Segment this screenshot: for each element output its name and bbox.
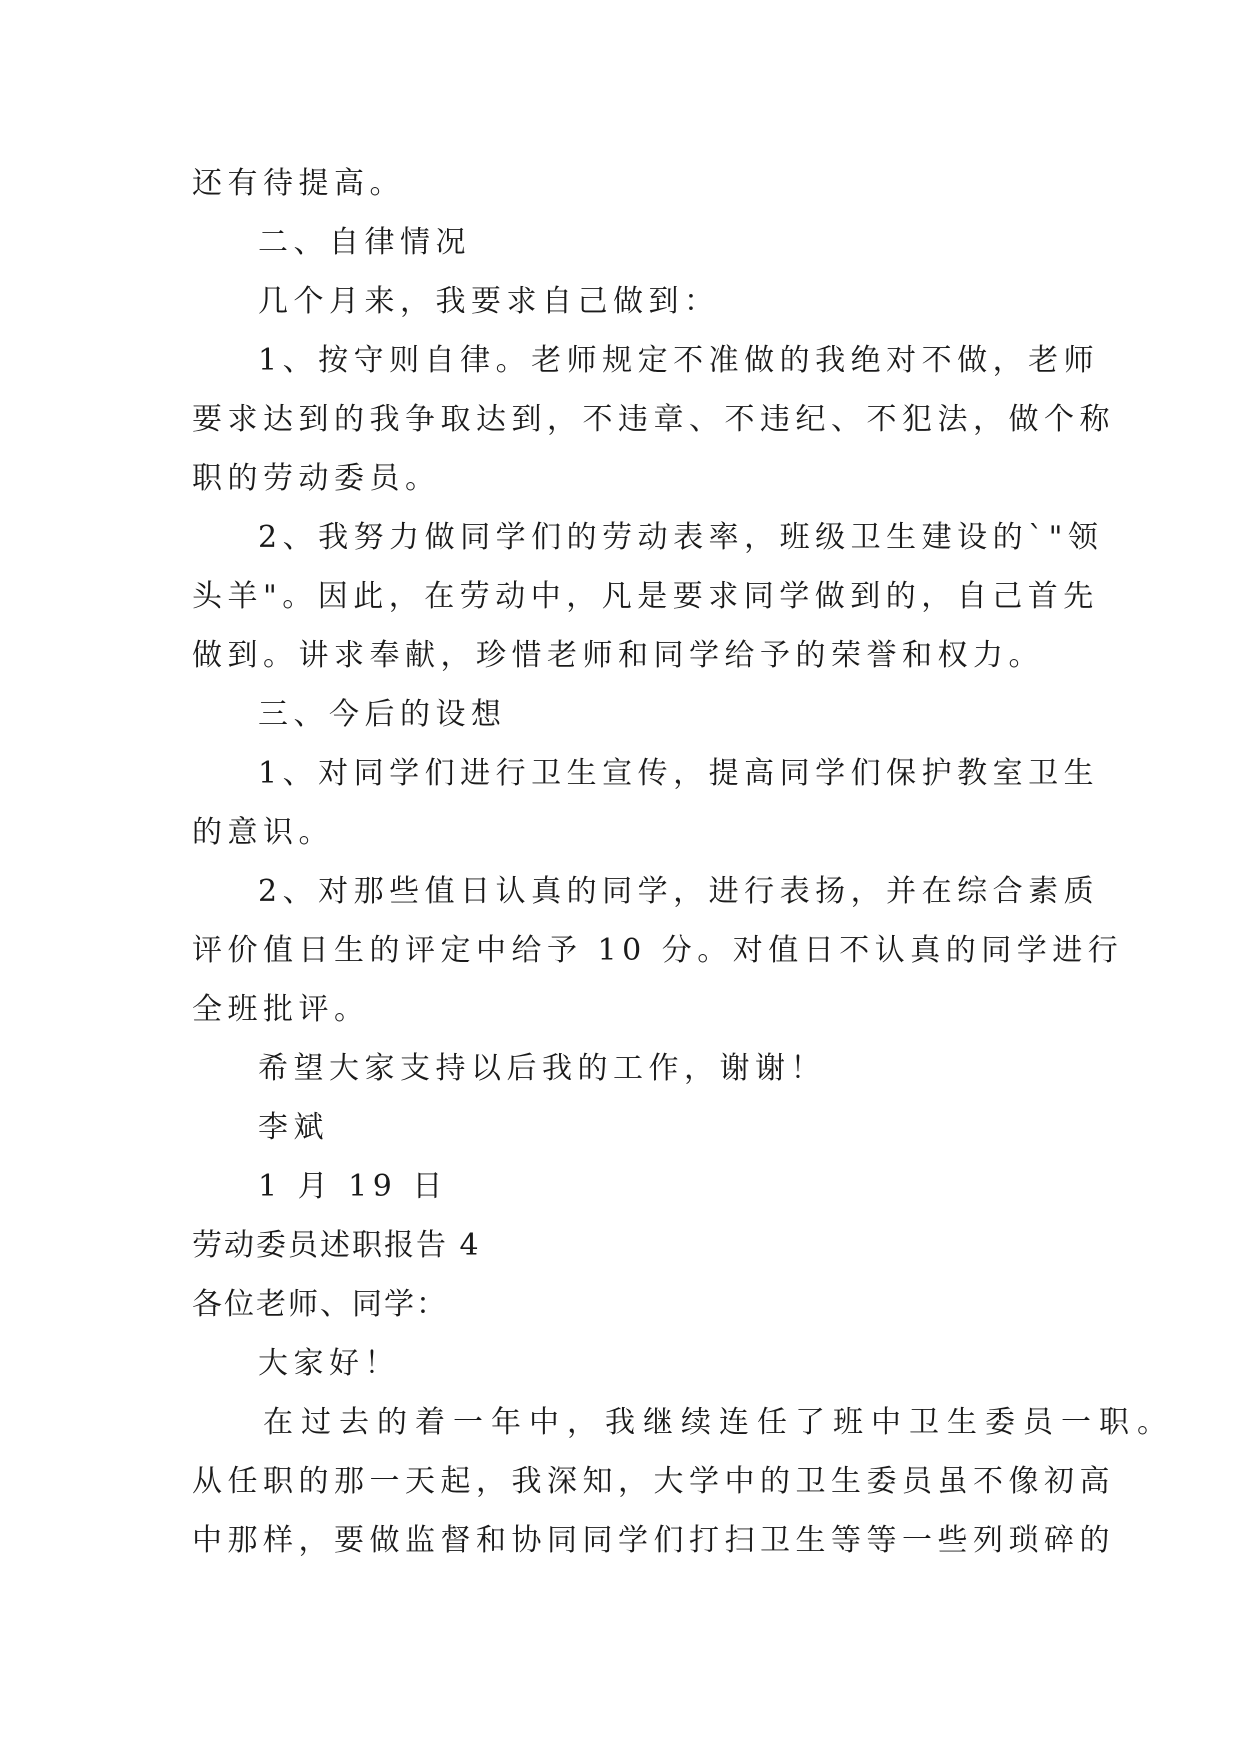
list-item-line: 全班批评。	[192, 992, 370, 1027]
section-heading: 二、自律情况	[258, 225, 471, 260]
paragraph-line: 从任职的那一天起，我深知，大学中的卫生委员虽不像初高	[192, 1464, 1115, 1499]
paragraph-line: 还有待提高。	[192, 166, 405, 201]
list-item-line: 的意识。	[192, 815, 334, 850]
date-line: 1 月 19 日	[258, 1169, 448, 1204]
list-item-line: 1、按守则自律。老师规定不准做的我绝对不做，老师	[258, 343, 1100, 378]
report-title: 劳动委员述职报告 4	[192, 1228, 481, 1263]
list-item-line: 1、对同学们进行卫生宣传，提高同学们保护教室卫生	[258, 756, 1100, 791]
closing-line: 希望大家支持以后我的工作，谢谢！	[258, 1051, 826, 1086]
author-name: 李斌	[258, 1110, 329, 1145]
paragraph-line: 在过去的着一年中，我继续连任了班中卫生委员一职。	[263, 1405, 1175, 1440]
section-heading: 三、今后的设想	[258, 697, 507, 732]
greeting: 大家好！	[258, 1346, 400, 1381]
list-item-line: 2、对那些值日认真的同学，进行表扬，并在综合素质	[258, 874, 1100, 909]
list-item-line: 头羊"。因此，在劳动中，凡是要求同学做到的，自己首先	[192, 579, 1099, 614]
list-item-line: 评价值日生的评定中给予 10 分。对值日不认真的同学进行	[192, 933, 1124, 968]
list-item-line: 职的劳动委员。	[192, 461, 441, 496]
paragraph-line: 几个月来，我要求自己做到：	[258, 284, 720, 319]
list-item-line: 做到。讲求奉献，珍惜老师和同学给予的荣誉和权力。	[192, 638, 1044, 673]
paragraph-line: 中那样，要做监督和协同同学们打扫卫生等等一些列琐碎的	[192, 1523, 1115, 1558]
salutation: 各位老师、同学：	[192, 1287, 448, 1322]
list-item-line: 2、我努力做同学们的劳动表率，班级卫生建设的`"领	[258, 520, 1104, 555]
list-item-line: 要求达到的我争取达到，不违章、不违纪、不犯法，做个称	[192, 402, 1115, 437]
